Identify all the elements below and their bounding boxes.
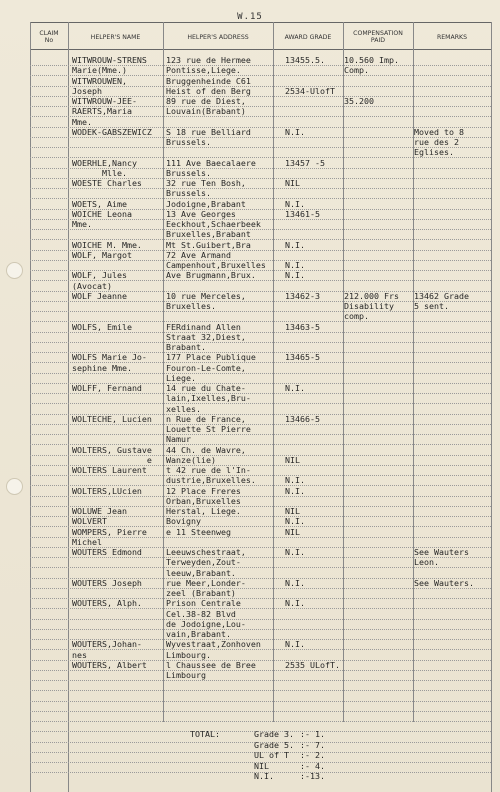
helper-name: WOLF, Jules (72, 270, 127, 281)
helper-name: (Avocat) (72, 280, 112, 291)
ledger-line (30, 682, 491, 691)
ledger-line (30, 313, 491, 322)
helper-address: 12 Place Freres (166, 485, 241, 496)
ledger-line (30, 693, 491, 702)
helper-address: 13 Ave Georges (166, 208, 236, 219)
award-grade: 13465-5 (285, 352, 320, 363)
helper-name: WOLTERS,LUcien (72, 485, 142, 496)
helper-address: 123 rue de Hermee (166, 55, 251, 65)
helper-name: WOLFS Marie Jo- (72, 352, 147, 363)
helper-address: Jodoigne,Brabant (166, 198, 246, 209)
helper-address: Straat 32,Diest, (166, 331, 246, 342)
punch-hole (6, 478, 23, 495)
remarks: rue des 2 (414, 137, 459, 147)
helper-name: WOERHLE,Nancy (72, 157, 137, 168)
award-grade: N.I. (285, 485, 305, 496)
compensation-paid: Comp. (344, 65, 369, 76)
header-name: HELPER'S NAME (90, 33, 141, 41)
award-grade: 13455.5. (285, 55, 325, 65)
total-grade: Grade 3. (254, 729, 294, 739)
helper-address: Brussels. (166, 188, 211, 199)
award-grade: N.I. (285, 475, 305, 486)
helper-address: 72 Ave Armand (166, 249, 231, 260)
helper-address: n Rue de France, (166, 413, 246, 424)
award-grade: N.I. (285, 577, 305, 588)
helper-address: Terweyden,Zout- (166, 557, 241, 568)
total-grade: NIL (254, 760, 269, 771)
helper-name: WITWROUW-JEE- (72, 96, 137, 106)
helper-name: WOESTE Charles (72, 178, 142, 188)
remarks: Moved to 8 (414, 126, 464, 137)
helper-name: WOLTERS, Gustave (72, 444, 152, 455)
total-count: :-13. (300, 771, 325, 781)
helper-address: Louette St Pierre (166, 424, 251, 434)
helper-address: de Jodoigne,Lou- (166, 618, 246, 629)
compensation-paid: 212.000 Frs (344, 290, 399, 301)
helper-address: Orban,Bruxelles (166, 495, 241, 506)
award-grade: 13466-5 (285, 413, 320, 424)
helper-address: Ave Brugmann,Brux. (166, 270, 256, 281)
ledger-line (30, 395, 491, 404)
award-grade: N.I. (285, 260, 305, 270)
total-count: :- 7. (300, 739, 325, 750)
ledger-line (30, 618, 491, 630)
total-count: :- 1. (300, 729, 325, 739)
header-remarks: REMARKS (436, 33, 468, 41)
helper-address: Limbourg (166, 670, 206, 680)
helper-address: 14 rue du Chate- (166, 383, 246, 393)
helper-name: WOLVERT (72, 516, 107, 527)
award-grade: N.I. (285, 598, 305, 609)
compensation-paid: comp. (344, 311, 369, 322)
helper-address: Campenhout,Bruxelles (166, 260, 266, 270)
helper-name: WOUTERS, Alph. (72, 598, 142, 609)
helper-address: Brussels. (166, 167, 211, 178)
award-grade: N.I. (285, 126, 305, 137)
remarks: Eglises. (414, 147, 454, 158)
helper-name: WOLTERS Laurent (72, 465, 147, 475)
helper-name: WOMPERS, Pierre (72, 526, 147, 537)
ledger-line (30, 672, 491, 681)
award-grade: 13462-3 (285, 290, 320, 301)
helper-address: Bruxelles,Brabant (166, 229, 251, 240)
helper-address: Fouron-Le-Comte, (166, 362, 246, 373)
helper-name: WOUTERS, Albert (72, 659, 147, 670)
helper-name: WOLF, Margot (72, 249, 132, 260)
helper-name: e (72, 454, 152, 465)
helper-address: Bruxelles. (166, 301, 216, 311)
helper-address: Brussels. (166, 137, 211, 147)
ledger-line (30, 331, 491, 343)
helper-address: 89 rue de Diest, (166, 96, 246, 106)
helper-address: Namur (166, 434, 191, 445)
remarks: See Wauters (414, 547, 469, 557)
ledger-line (30, 477, 491, 486)
helper-address: Liege. (166, 372, 196, 383)
helper-name: Michel (72, 536, 102, 547)
award-grade: NIL (285, 178, 300, 188)
header-claim: CLAIM No (39, 30, 59, 44)
total-count: :- 4. (300, 760, 325, 771)
ledger-line (30, 231, 491, 240)
total-grade: UL of T (254, 750, 289, 760)
helper-address: t 42 rue de l'In- (166, 465, 251, 475)
helper-address: Cel.38-82 Blvd (166, 608, 236, 619)
total-grade: N.I. (254, 771, 274, 781)
helper-address: Leeuwschestraat, (166, 547, 246, 557)
award-grade: N.I. (285, 516, 305, 527)
ledger-line (30, 608, 491, 620)
award-grade: 13461-5 (285, 208, 320, 219)
helper-name: RAERTS,Maria (72, 106, 132, 117)
helper-name: WITWROUW-STRENS (72, 55, 147, 65)
helper-address: Pontisse,Liege. (166, 65, 241, 76)
ledger-line (30, 436, 491, 445)
award-grade: N.I. (285, 198, 305, 209)
helper-name: WODEK-GABSZEWICZ (72, 126, 152, 137)
helper-address: Herstal, Liege. (166, 506, 241, 516)
helper-address: Eeckhout,Schaerbeek (166, 219, 261, 229)
sheet-id: W.15 (237, 12, 263, 22)
helper-name: WOETS, Aime (72, 198, 127, 209)
helper-name: WOICHE Leona (72, 208, 132, 219)
remarks: Leon. (414, 557, 439, 568)
totals-label: TOTAL: (190, 729, 220, 739)
helper-address: rue Meer,Londer- (166, 577, 246, 588)
helper-address: 10 rue Merceles, (166, 290, 246, 301)
award-grade: 2535 ULofT. (285, 659, 340, 670)
header-compensation: COMPENSATION PAID (353, 30, 403, 44)
helper-address: S 18 rue Belliard (166, 126, 251, 137)
helper-name: Marie(Mme.) (72, 65, 127, 76)
compensation-paid: Disability (344, 301, 394, 311)
compensation-paid: 35.200 (344, 96, 374, 106)
ledger-line (30, 703, 491, 712)
award-grade: 13463-5 (285, 321, 320, 332)
helper-address: FERdinand Allen (166, 321, 241, 332)
helper-address: 32 rue Ten Bosh, (166, 178, 246, 188)
award-grade: 13457 -5 (285, 157, 325, 168)
award-grade: NIL (285, 454, 300, 465)
punch-hole (6, 262, 23, 279)
helper-name: Mme. (72, 219, 92, 229)
header-address: HELPER'S ADDRESS (187, 33, 249, 41)
helper-name: WOLFS, Emile (72, 321, 132, 332)
helper-name: WOLTECHE, Lucien (72, 413, 152, 424)
helper-address: Brabant. (166, 342, 206, 352)
ledger-line (30, 713, 491, 722)
remarks: 13462 Grade (414, 290, 469, 301)
award-grade: NIL (285, 506, 300, 516)
helper-address: Wanze(lie) (166, 454, 216, 465)
helper-address: leeuw,Brabant. (166, 567, 236, 578)
helper-name: sephine Mme. (72, 362, 132, 373)
helper-address: Wyvestraat,Zonhoven (166, 639, 261, 650)
helper-name: WOICHE M. Mme. (72, 239, 142, 250)
helper-address: Heist of den Berg (166, 85, 251, 96)
helper-address: Prison Centrale (166, 598, 241, 609)
helper-name: WOLFF, Fernand (72, 383, 142, 393)
helper-address: zeel (Brabant) (166, 588, 236, 598)
helper-name: nes (72, 649, 87, 660)
award-grade: N.I. (285, 270, 305, 281)
helper-name: Mlle. (72, 167, 127, 178)
award-grade: N.I. (285, 547, 305, 557)
total-grade: Grade 5. (254, 739, 294, 750)
award-grade: N.I. (285, 239, 305, 250)
column-rule (491, 22, 492, 792)
helper-name: WOLUWE Jean (72, 506, 127, 516)
award-grade: 2534-UlofT (285, 85, 335, 96)
helper-name: Joseph (72, 85, 102, 96)
helper-name: WOLF Jeanne (72, 290, 127, 301)
award-grade: N.I. (285, 639, 305, 650)
remarks: 5 sent. (414, 301, 449, 311)
table-header (30, 22, 491, 50)
compensation-paid: 10.560 Imp. (344, 55, 399, 65)
total-count: :- 2. (300, 750, 325, 760)
helper-address: Mt St.Guibert,Bra (166, 239, 251, 250)
helper-name: Mme. (72, 116, 92, 127)
helper-address: Bruggenheinde C61 (166, 75, 251, 86)
helper-name: WOUTERS Edmond (72, 547, 142, 557)
helper-address: e 11 Steenweg (166, 526, 231, 537)
helper-name: WOUTERS Joseph (72, 577, 142, 588)
helper-address: lain,Ixelles,Bru- (166, 393, 251, 404)
helper-address: vain,Brabant. (166, 629, 231, 639)
ledger-line (30, 190, 491, 199)
helper-address: 177 Place Publique (166, 352, 256, 363)
helper-address: xelles. (166, 403, 201, 414)
helper-address: Limbourg. (166, 649, 211, 660)
helper-address: Bovigny (166, 516, 201, 527)
remarks: See Wauters. (414, 577, 474, 588)
helper-address: 44 Ch. de Wavre, (166, 444, 246, 455)
award-grade: NIL (285, 526, 300, 537)
helper-name: WOUTERS,Johan- (72, 639, 142, 650)
helper-address: 111 Ave Baecalaere (166, 157, 256, 168)
header-award: AWARD GRADE (284, 33, 332, 41)
helper-address: dustrie,Bruxelles. (166, 475, 256, 486)
helper-name: WITWROUWEN, (72, 75, 127, 86)
award-grade: N.I. (285, 383, 305, 393)
ledger-line (30, 426, 491, 435)
helper-address: Louvain(Brabant) (166, 106, 246, 117)
helper-address: l Chaussee de Bree (166, 659, 256, 670)
